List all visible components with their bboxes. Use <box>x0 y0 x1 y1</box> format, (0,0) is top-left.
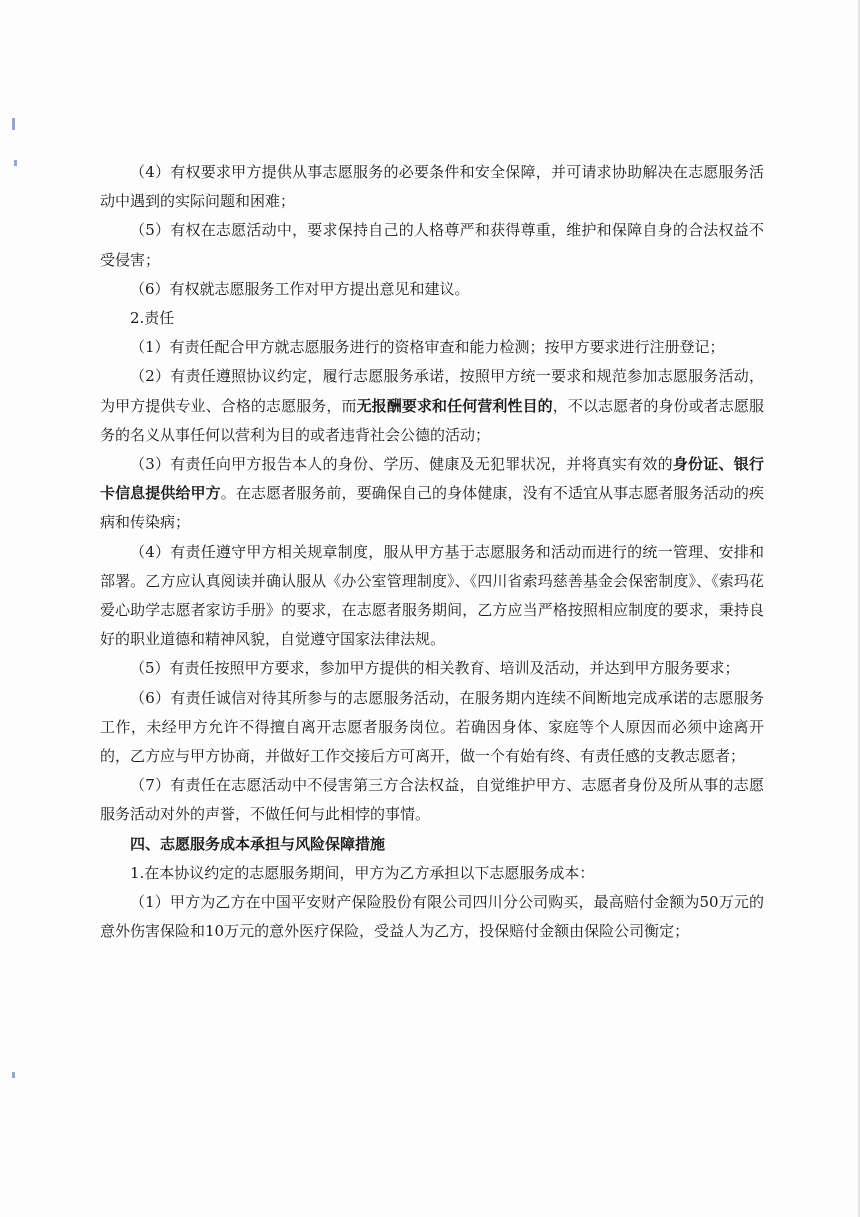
section-heading-four: 四、志愿服务成本承担与风险保障措施 <box>130 834 386 853</box>
paragraph-rights-6: （6）有权就志愿服务工作对甲方提出意见和建议。 <box>130 279 470 298</box>
paragraph-rights-4: （4）有权要求甲方提供从事志愿服务的必要条件和安全保障，并可请求协助解决在志愿服务活动中遇到的实际问题和困难； <box>100 163 764 211</box>
paragraph-resp-6: （6）有责任诚信对待其所参与的志愿服务活动，在服务期内连续不间断地完成承诺的志愿服务工作，未经甲方允许不得擅自离开志愿者服务岗位。若确因身体、家庭等个人原因而必须中途离开的，乙方应与甲方协商，并做好工作交接后方可离开，做一个有始有终、有责任感的支教志愿者； <box>100 688 764 766</box>
paragraph-resp-2: （2）有责任遵照协议约定，履行志愿服务承诺，按照甲方统一要求和规范参加志愿服务活动，为甲方提供专业、合格的志愿服务，而无报酬要求和任何营利性目的，不以志愿者的身份或者志愿服务的名义从事任何以营利为目的或者违背社会公德的活动； <box>100 367 764 444</box>
paragraph-resp-1: （1）有责任配合甲方就志愿服务进行的资格审查和能力检测；按甲方要求进行注册登记； <box>130 338 725 357</box>
emphasis-text: 身份证、银行卡信息提供给甲方 <box>100 455 764 503</box>
scan-mark <box>12 118 15 130</box>
paragraph-resp-7: （7）有责任在志愿活动中不侵害第三方合法权益，自觉维护甲方、志愿者身份及所从事的志愿服务活动对外的声誉，不做任何与此相悖的事情。 <box>100 776 764 824</box>
emphasis-text: 无报酬要求和任何营利性目的 <box>356 396 553 415</box>
scan-mark <box>12 1072 15 1078</box>
scan-mark <box>14 160 17 166</box>
paragraph-resp-3: （3）有责任向甲方报告本人的身份、学历、健康及无犯罪状况，并将真实有效的身份证、银行卡信息提供给甲方。在志愿者服务前，要确保自己的身体健康，没有不适宜从事志愿者服务活动的疾病和传染病； <box>100 455 764 532</box>
section-heading-responsibility: 2.责任 <box>130 309 175 328</box>
paragraph-cost-1: （1）甲方为乙方在中国平安财产保险股份有限公司四川分公司购买，最高赔付金额为50万元的意外伤害保险和10万元的意外医疗保险，受益人为乙方，投保赔付金额由保险公司衡定； <box>100 893 764 941</box>
paragraph-cost-intro: 1.在本协议约定的志愿服务期间，甲方为乙方承担以下志愿服务成本： <box>130 863 595 882</box>
document-body <box>100 158 764 946</box>
paragraph-resp-5: （5）有责任按照甲方要求，参加甲方提供的相关教育、培训及活动，并达到甲方服务要求； <box>130 659 740 678</box>
paragraph-resp-4: （4）有责任遵守甲方相关规章制度，服从甲方基于志愿服务和活动而进行的统一管理、安排和部署。乙方应认真阅读并确认服从《办公室管理制度》、《四川省索玛慈善基金会保密制度》、《索玛花爱心助学志愿者家访手册》的要求，在志愿者服务期间，乙方应当严格按照相应制度的要求，秉持良好的职业道德和精神风貌，自觉遵守国家法律法规。 <box>100 542 764 649</box>
paragraph-rights-5: （5）有权在志愿活动中，要求保持自己的人格尊严和获得尊重，维护和保障自身的合法权益不受侵害； <box>100 221 764 269</box>
